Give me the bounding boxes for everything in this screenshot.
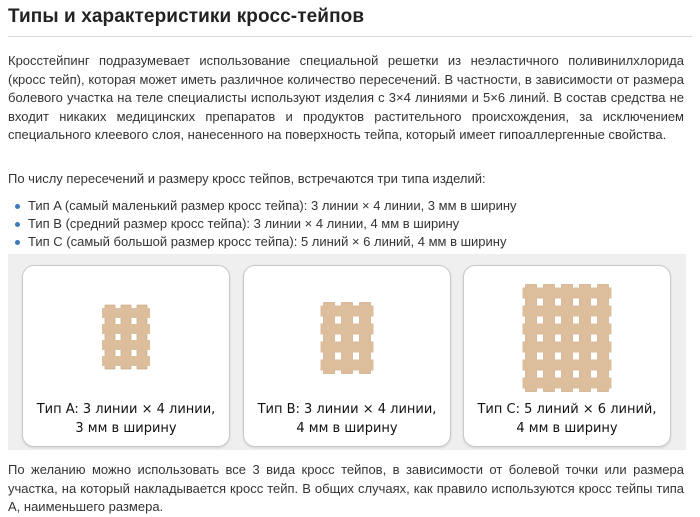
tape-horizontal-line	[523, 306, 612, 317]
title-divider	[8, 36, 692, 37]
tape-horizontal-line	[523, 378, 612, 389]
caption-line-1: Тип A: 3 линии × 4 линии,	[36, 402, 216, 417]
tape-lattice	[523, 285, 612, 392]
caption-line-2: 4 мм в ширину	[296, 421, 398, 436]
types-list	[12, 197, 517, 251]
list-item: Тип C (самый большой размер кросс тейпа): 5 линий × 6 линий, 4 мм в ширину	[12, 233, 517, 251]
tape-vertical-line	[526, 285, 537, 392]
card-caption	[244, 400, 450, 438]
card-caption	[23, 400, 229, 438]
caption-line-2: 3 мм в ширину	[75, 421, 177, 436]
conclusion-paragraph: По желанию можно использовать все 3 вида кросс тейпов, в зависимости от болевой точки или размера участка, на который накладывается кросс тейп. В общих случаях, как правило используются кросс тейпы типа A, наименьшего размера.	[8, 462, 684, 514]
caption-line-2: 4 мм в ширину	[516, 421, 618, 436]
tape-horizontal-line	[102, 356, 150, 366]
tape-card-type-b	[243, 265, 451, 447]
card-caption	[464, 400, 670, 438]
types-intro: По числу пересечений и размеру кросс тейпов, встречаются три типа изделий:	[8, 171, 486, 186]
list-item: Тип B (средний размер кросс тейпа): 3 линии × 4 линии, 4 мм в ширину	[12, 215, 517, 233]
caption-line-1: Тип C: 5 линий × 6 линий,	[477, 402, 657, 417]
caption-line-1: Тип B: 3 линии × 4 линии,	[257, 402, 437, 417]
tape-horizontal-line	[102, 308, 150, 318]
tape-card-type-c	[463, 265, 671, 447]
page-title: Типы и характеристики кросс-тейпов	[8, 6, 365, 27]
tape-vertical-line	[544, 285, 555, 392]
tape-horizontal-line	[321, 360, 374, 371]
tape-lattice	[321, 303, 374, 374]
tape-horizontal-line	[321, 342, 374, 353]
tape-vertical-line	[562, 285, 573, 392]
tape-lattice	[102, 305, 150, 369]
tape-horizontal-line	[523, 324, 612, 335]
tape-horizontal-line	[523, 360, 612, 371]
list-item: Тип A (самый маленький размер кросс тейпа): 3 линии × 4 линии, 3 мм в ширину	[12, 197, 517, 215]
tape-horizontal-line	[523, 288, 612, 299]
tape-horizontal-line	[523, 342, 612, 353]
intro-paragraph: Кросстейпинг подразумевает использование специальной решетки из неэластичного поливинилхлорида (кросс тейп), которая может иметь различное количество пересечений. В частности, в зависимости от размера болевого участка на теле специалисты используют изделия с 3×4 линиями и 5×6 линий. В состав средства не входит никаких медицинских препаратов и продуктов растительного происхождения, за исключением специального клеевого слоя, нанесенного на поверхность тейпа, который имеет гипоаллергенные свойства.	[8, 53, 684, 142]
tape-card-type-a	[22, 265, 230, 447]
tape-vertical-line	[580, 285, 591, 392]
tape-horizontal-line	[102, 324, 150, 334]
tape-horizontal-line	[321, 324, 374, 335]
tape-horizontal-line	[102, 340, 150, 350]
tape-horizontal-line	[321, 306, 374, 317]
tape-vertical-line	[598, 285, 609, 392]
